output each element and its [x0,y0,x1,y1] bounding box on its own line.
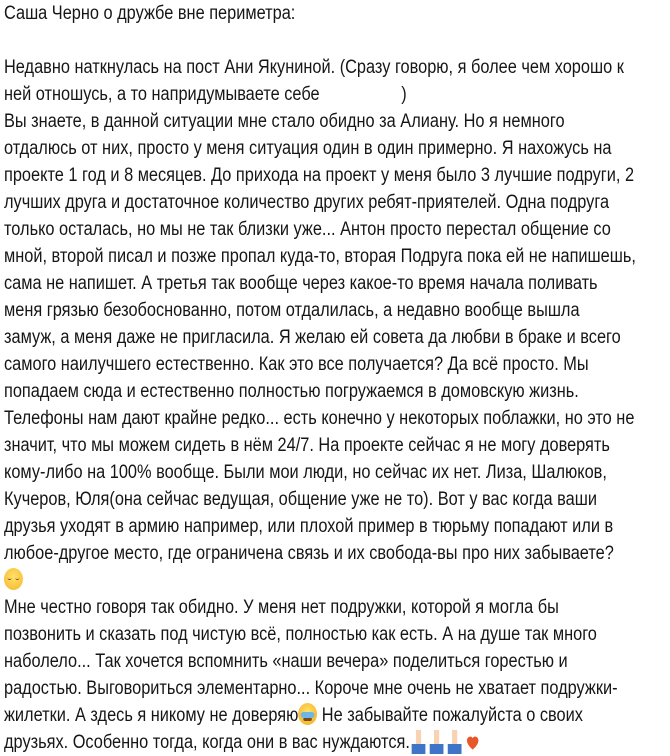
text-line: кому-либо на 100% вообще. Были мои люди, но сейчас их нет. Лиза, Шалюков, [4,462,607,483]
text-line: сама не напишет. А третья так вообще через какое-то время начала поливать [4,273,598,294]
post-title: Саша Черно о дружбе вне периметра: [4,3,296,24]
folded-hands-icon [428,730,445,754]
text-line: ней отношусь, а то напридумываете себе ) [4,84,407,105]
folded-hands-icon [446,730,463,754]
text-line: отдалюсь от них, просто у меня ситуация один в один примерно. Я нахожусь на [4,138,612,159]
text-line: Вы знаете, в данной ситуации мне стало обидно за Алиану. Но я немного [4,111,565,132]
orange-heart-icon [464,732,481,752]
text-line-with-emoji [4,729,577,756]
text-line: позвонить и сказать под чистую всё, полностью как есть. А на душе так много [4,624,597,645]
text-line: только осталась, но мы не так близки уже... Антон просто перестал общение со [4,219,611,240]
text-line: проекте 1 год и 8 месяцев. До прихода на проект у меня было 3 лучшие подруги, 2 [4,165,635,186]
pensive-face-icon [4,568,23,590]
crying-face-icon [298,703,317,725]
text-line: значит, что мы можем сидеть в нём 24/7. На проекте сейчас я не могу доверять [4,435,610,456]
text-line: любое-другое место, где ограничена связь и их свобода-вы про них забываете? [4,543,614,564]
text-line: наболело... Так хочется вспомнить «наши вечера» поделиться горестью и [4,651,568,672]
text-line: Мне честно говоря так обидно. У меня нет подружки, которой я могла бы [4,597,559,618]
text-line: Кучеров, Юля(она сейчас ведущая, общение уже не то). Вот у вас когда ваши [4,489,597,510]
text-line-with-emoji [4,702,583,729]
text-line: радостью. Выговориться элементарно... Короче мне очень не хватает подружки- [4,678,618,699]
text-line: друзья уходят в армию например, или плохой пример в тюрьму попадают или в [4,516,614,537]
text-line: мной, второй писал и позже пропал куда-то, вторая Подруга пока ей не напишешь, [4,246,636,267]
text-line: самого наилучшего естественно. Как это все получается? Да всё просто. Мы [4,354,589,375]
text-segment: друзьях. Особенно тогда, когда они в вас нуждаются. [4,732,410,753]
text-segment: жилетки. А здесь я никому не доверяю [4,705,299,726]
text-line: лучших друга и достаточное количество других ребят-приятелей. Одна подруга [4,192,610,213]
text-segment: Не забывайте пожалуйста о своих [317,705,583,726]
post-text [4,0,670,756]
text-line: Телефоны нам дают крайне редко... есть конечно у некоторых поблажки, но это не [4,408,635,429]
folded-hands-icon [410,730,427,754]
text-line: Недавно наткнулась на пост Ани Якуниной. (Сразу говорю, я более чем хорошо к [4,57,624,78]
blank-line [4,27,577,54]
emoji-line [4,567,577,594]
text-line: меня грязью безобоснованно, потом отдалилась, а недавно вообще вышла [4,300,580,321]
text-line: замуж, а меня даже не пригласила. Я желаю ей совета да любви в браке и всего [4,327,621,348]
text-line: попадаем сюда и естественно полностью погружаемся в домовскую жизнь. [4,381,579,402]
